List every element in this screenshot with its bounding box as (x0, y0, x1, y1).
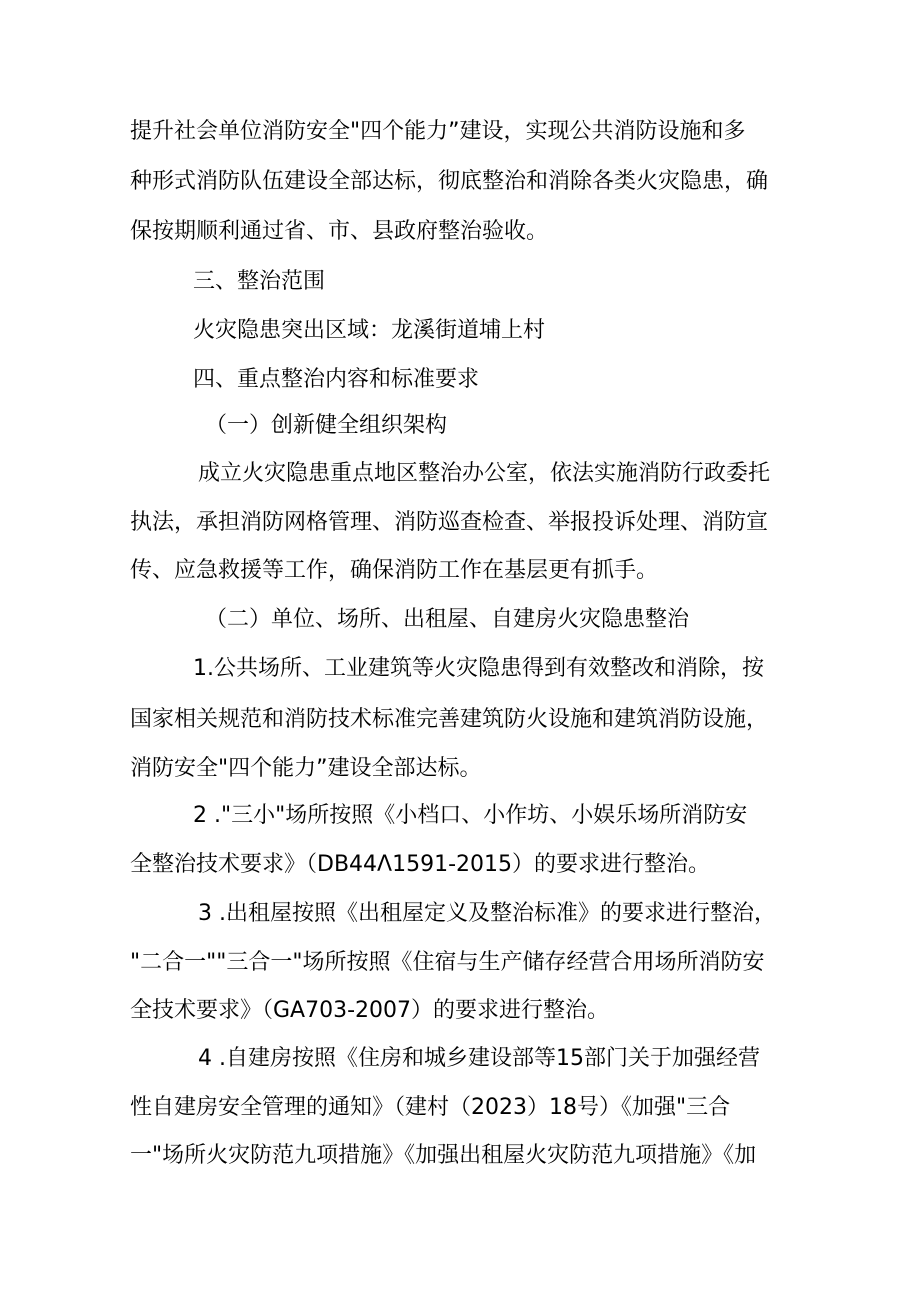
paragraph-line: 全整治技术要求》（DB44Λ1591-2015）的要求进行整治。 (130, 852, 710, 877)
paragraph-line: 一"场所火灾防范九项措施》《加强出租屋火灾防范九项措施》《加 (130, 1143, 757, 1168)
paragraph-line: 传、应急救援等工作，确保消防工作在基层更有抓手。 (130, 558, 659, 583)
paragraph-line: 全技术要求》（GA703-2007）的要求进行整治。 (130, 998, 610, 1023)
section-heading-scope: 三、整治范围 (193, 269, 326, 294)
paragraph-line: 保按期顺利通过省、市、县政府整治验收。 (130, 219, 549, 244)
subsection-heading-2: （二）单位、场所、出租屋、自建房火灾隐患整治 (205, 607, 690, 632)
section-heading-content: 四、重点整治内容和标准要求 (193, 367, 480, 392)
paragraph-line: 种形式消防队伍建设全部达标，彻底整治和消除各类火灾隐患，确 (130, 169, 769, 194)
paragraph-line: 国家相关规范和消防技术标准完善建筑防火设施和建筑消防设施， (130, 707, 769, 732)
paragraph-line: 3 .出租屋按照《出租屋定义及整治标准》的要求进行整治， (198, 901, 776, 926)
paragraph-line: 提升社会单位消防安全"四个能力”建设，实现公共消防设施和多 (130, 119, 746, 144)
paragraph-line: 2 ."三小"场所按照《小档口、小作坊、小娱乐场所消防安 (193, 803, 748, 828)
paragraph-line: 4 .自建房按照《住房和城乡建设部等15部门关于加强经营 (198, 1046, 760, 1071)
paragraph-line: 性自建房安全管理的通知》（建村（2023）18号）《加强"三合 (130, 1095, 731, 1120)
paragraph-line: 执法，承担消防网格管理、消防巡查检查、举报投诉处理、消防宣 (130, 510, 769, 535)
paragraph-line: 火灾隐患突出区域：龙溪街道埔上村 (193, 318, 546, 343)
paragraph-line: 消防安全"四个能力”建设全部达标。 (130, 756, 482, 781)
paragraph-line: "二合一""三合一"场所按照《住宿与生产储存经营合用场所消防安 (130, 950, 765, 975)
subsection-heading-1: （一）创新健全组织架构 (205, 413, 448, 438)
paragraph-line: 成立火灾隐患重点地区整治办公室，依法实施消防行政委托 (198, 461, 771, 486)
paragraph-line: 1.公共场所、工业建筑等火灾隐患得到有效整改和消除，按 (193, 656, 764, 681)
